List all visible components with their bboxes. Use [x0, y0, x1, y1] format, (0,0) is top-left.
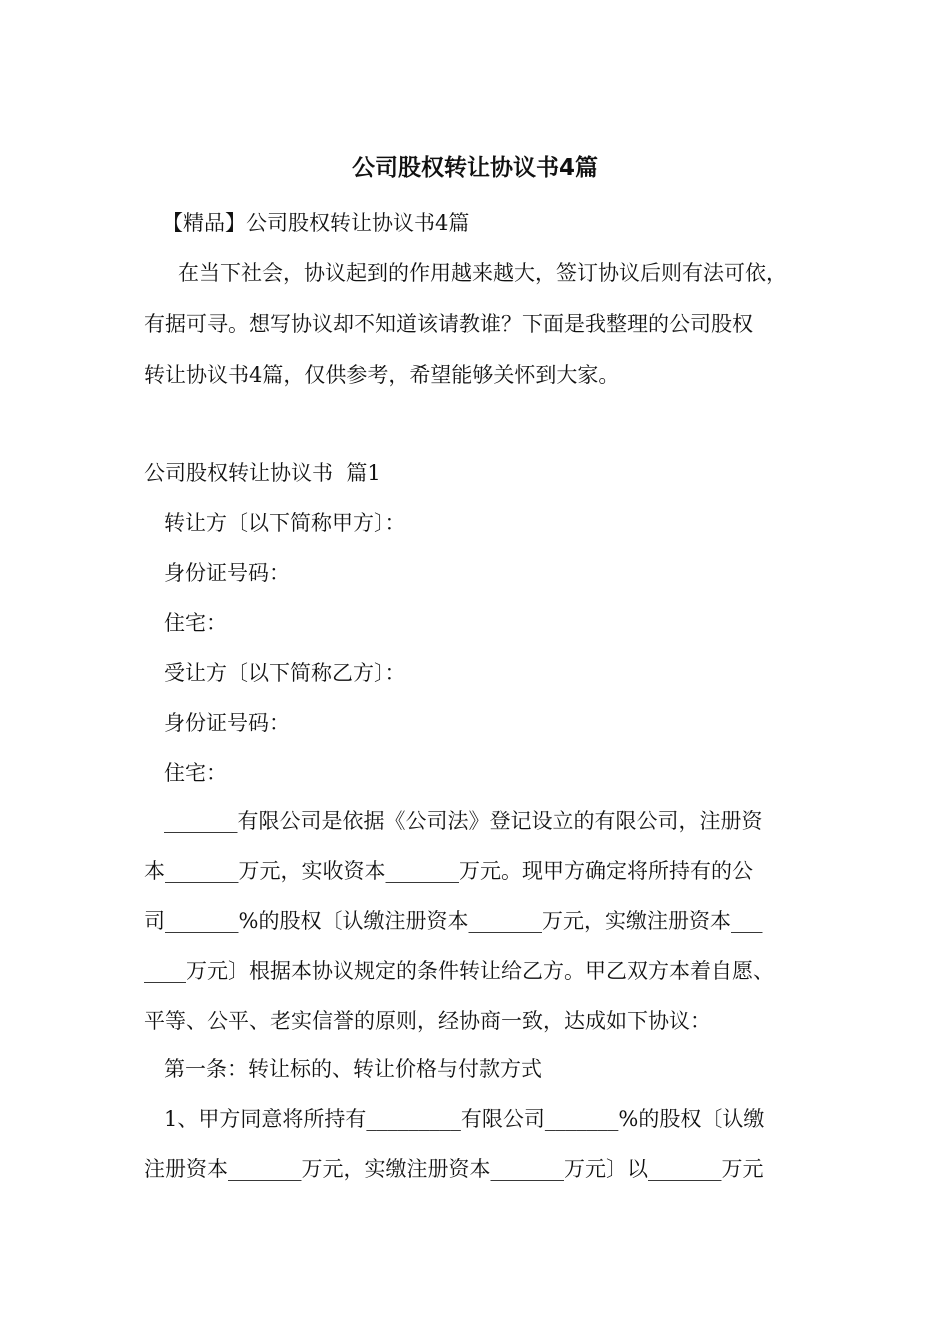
party-field: 身份证号码： [164, 561, 290, 585]
party-field: 转让方〔以下简称甲方〕： [164, 511, 406, 535]
party-field: 住宅： [164, 611, 227, 635]
intro-line: 有据可寻。想写协议却不知道该请教谁？下面是我整理的公司股权 [144, 312, 753, 336]
body-line: 本_______万元，实收资本_______万元。现甲方确定将所持有的公 [144, 859, 753, 883]
clause-line: 1、甲方同意将所持有_________有限公司_______%的股权〔认缴 [164, 1107, 765, 1131]
body-line: 平等、公平、老实信誉的原则，经协商一致，达成如下协议： [144, 1009, 711, 1033]
intro-line: 在当下社会，协议起到的作用越来越大，签订协议后则有法可依， [178, 261, 787, 285]
document-subtitle: 【精品】公司股权转让协议书4篇 [162, 211, 470, 235]
article-heading: 第一条：转让标的、转让价格与付款方式 [164, 1057, 542, 1081]
document-title: 公司股权转让协议书4篇 [351, 155, 598, 181]
clause-line: 注册资本_______万元，实缴注册资本_______万元〕以_______万元 [144, 1157, 764, 1181]
party-field: 受让方〔以下简称乙方〕： [164, 661, 406, 685]
intro-line: 转让协议书4篇，仅供参考，希望能够关怀到大家。 [144, 363, 620, 387]
body-line: _______有限公司是依据《公司法》登记设立的有限公司，注册资 [164, 809, 763, 833]
section-heading: 公司股权转让协议书 篇1 [144, 461, 381, 485]
party-field: 住宅： [164, 761, 227, 785]
body-line: 司_______%的股权〔认缴注册资本_______万元，实缴注册资本___ [144, 909, 763, 933]
party-field: 身份证号码： [164, 711, 290, 735]
body-line: ____万元〕根据本协议规定的条件转让给乙方。甲乙双方本着自愿、 [144, 959, 774, 983]
